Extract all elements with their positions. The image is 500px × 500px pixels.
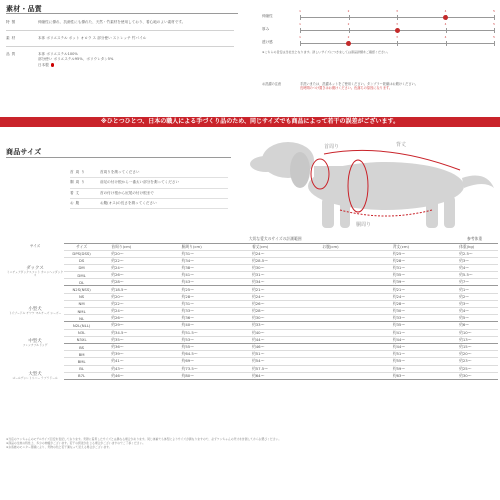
breed-name: 大型犬 [28,372,42,378]
value-cell: 約63〜 [381,372,451,379]
dog-measurement-illustration [236,130,498,232]
table-row [64,279,498,286]
value-cell [310,293,380,300]
value-cell: 約21〜 [381,286,451,293]
breed-group-label [6,306,64,315]
size-cell: DM [64,264,99,271]
spec-text: 本体 ポリエステル100% [38,51,78,56]
value-cell: 約28〜 [99,279,169,286]
scale-tick [349,28,350,33]
value-cell: 約64〜 [240,372,310,379]
value-cell: 約34〜 [170,257,240,264]
value-cell: 約10〜 [451,329,498,336]
value-cell: 約2〜 [451,293,498,300]
value-cell: 約24〜 [381,293,451,300]
value-cell [310,365,380,372]
value-cell: 約35〜 [381,322,451,329]
scale-tick-label: 3 [396,9,398,13]
value-cell [310,300,380,307]
value-cell: 約36〜 [99,343,169,350]
value-cell: 約18.5〜 [99,286,169,293]
scale-tick-label: 2 [347,22,350,26]
value-cell: 約26〜 [99,315,169,322]
value-cell: 約51〜 [240,351,310,358]
origin-text: 日本製 [38,63,49,68]
value-cell: 約23〜 [451,358,498,365]
breed-examples: ミニチュアダックスフント カニンヘンダックス [6,269,64,277]
value-cell: 約35〜 [99,336,169,343]
value-cell: 約1〜 [451,286,498,293]
desc-text: 首の付け根から尻尾の付け根まで [100,190,154,195]
materials-spec [6,20,234,73]
japan-flag-icon [51,63,55,67]
scale-track [299,22,495,33]
scale-tick-label: 5 [493,22,495,26]
value-cell [310,250,380,257]
scale-tick-label: 1 [299,9,301,13]
size-cell: N2S(NSS) [64,286,99,293]
value-cell: 約2.5〜 [451,250,498,257]
table-row [64,351,498,358]
size-cell: NL [64,315,99,322]
size-table [64,236,498,380]
scale-tick-label: 5 [493,9,495,13]
size-cell: DPS(DSS) [64,250,99,257]
value-cell: 約44〜 [381,336,451,343]
size-cell: DS [64,257,99,264]
value-cell: 約26〜 [99,272,169,279]
scale-row [262,36,494,49]
scale-label: 透け感 [262,40,273,44]
weight-group-header: 参考体重 [451,236,498,243]
desc-row [70,199,228,209]
scale-marker [346,41,351,46]
value-cell: 約41〜 [381,329,451,336]
column-header: お腹(cm) [310,243,380,250]
scale-row [262,23,494,36]
breed-name: 中型犬 [28,339,42,345]
value-cell: 約24〜 [99,308,169,315]
value-cell: 約25〜 [170,286,240,293]
value-cell: 約44〜 [381,343,451,350]
materials-rule [6,13,238,14]
footnote: ※当店のワンちゃんのモデルサイズ目安を表記しております。実際に着用したサイズとは異なる場合があります。同じ体重でも体型によりサイズが異なりますので、必ずワンちゃんの実寸を計測してからお選びください。 [6,437,282,441]
scale-tick-label: 4 [444,22,447,26]
value-cell [310,264,380,271]
value-cell: 約28〜 [170,293,240,300]
scale-tick [446,28,447,33]
value-cell: 約22〜 [99,257,169,264]
dog-label-neck: 首周り [324,144,340,150]
scale-tick [300,41,301,46]
table-row [64,250,498,257]
size-cell: BML [64,358,99,365]
value-cell: 約51.5〜 [170,329,240,336]
size-column-header: サイズ [64,243,99,250]
spec-text: 部分使い ポリエステル95%、ポリウレタン5% [38,57,114,62]
value-cell: 約39〜 [381,279,451,286]
value-cell: 約33〜 [240,322,310,329]
table-row [64,300,498,307]
value-cell: 約30〜 [240,264,310,271]
value-cell: 約24〜 [99,264,169,271]
washing-notes [262,82,494,91]
value-cell: 約51〜 [381,351,451,358]
scale-tick [494,41,495,46]
spec-label [6,63,38,68]
value-cell: 約69〜 [170,358,240,365]
value-cell: 約64.5〜 [170,351,240,358]
scale-tick [446,41,447,46]
breed-examples: フレンチブルドッグ [22,343,48,348]
value-cell: 約31〜 [381,264,451,271]
washing-body [300,82,418,91]
product-size-rule [6,157,231,158]
value-cell: 約31〜 [170,250,240,257]
scale-tick [300,15,301,20]
divider [6,46,234,47]
footnote: ※お客様のモニター環境により、実物の色と若干異なって見える場合がございます。 [6,445,112,450]
measure-descriptions [70,168,228,209]
value-cell: 約41〜 [170,272,240,279]
column-header: 着丈(cm) [240,243,310,250]
value-cell: 約43〜 [99,365,169,372]
value-cell: 約54〜 [240,358,310,365]
desc-label: 胴周り [70,180,87,185]
table-row [64,286,498,293]
table-row [64,358,498,365]
desc-text: お腹(オス)の長さを測ってください [100,201,157,206]
measure-group-header: 大切な愛犬のサイズの計測範囲 [99,236,451,243]
table-row [64,264,498,271]
value-cell: 約38〜 [170,264,240,271]
value-cell [310,336,380,343]
scale-tick-label: 3 [396,35,398,39]
value-cell: 約33〜 [170,308,240,315]
scale-marker [443,15,448,20]
value-cell: 約57.5〜 [240,365,310,372]
divider [6,30,234,31]
value-cell: 約25〜 [381,250,451,257]
value-cell: 約34〜 [240,279,310,286]
table-row [64,329,498,336]
value-cell [310,257,380,264]
size-cell: N2L(NLL) [64,322,99,329]
table-row [64,308,498,315]
value-cell: 約30〜 [240,315,310,322]
breed-group-label [6,265,64,278]
value-cell: 約20〜 [451,351,498,358]
desc-row [70,178,228,188]
value-cell [310,372,380,379]
spec-row-feature [6,20,234,25]
size-cell: NM [64,300,99,307]
spec-label: 素材 [6,35,18,40]
spec-text: 伸縮性に優れ、抗菌性にも優れた、天然・竹素材を使用しており、着心地のよい素材です。 [38,20,186,24]
value-cell: 約34.5〜 [99,329,169,336]
spec-row-origin [6,63,234,68]
value-cell [310,329,380,336]
value-cell: 約28〜 [381,257,451,264]
scale-track [299,35,495,46]
desc-label: 首周り [70,170,87,175]
size-cell: DML [64,272,99,279]
value-cell: 約7〜 [451,279,498,286]
size-cell: N3XL [64,336,99,343]
value-cell: 約13〜 [451,336,498,343]
value-cell: 約55〜 [170,343,240,350]
breed-group-label [6,338,64,347]
value-cell: 約31〜 [170,300,240,307]
size-cell: BS [64,343,99,350]
value-cell [310,272,380,279]
value-cell [310,308,380,315]
value-cell: 約22〜 [99,300,169,307]
scale-label: 厚み [262,27,270,31]
value-cell [310,322,380,329]
footnotes [6,437,494,449]
value-cell: 約5.5〜 [451,272,498,279]
scale-track [299,9,495,20]
table-row [64,372,498,379]
value-cell: 約40〜 [170,322,240,329]
scale-tick [494,28,495,33]
washing-text: 手洗いまたは、洗濯ネットをご使用ください。タンブラー乾燥はお避けください。 [300,82,418,86]
scale-row [262,10,494,23]
table-row [64,315,498,322]
spec-row-quality-2 [6,57,234,62]
value-cell: 約80〜 [170,372,240,379]
desc-text: 首周りを測ってください [100,170,140,175]
value-cell: 約5〜 [451,315,498,322]
desc-label: 着丈 [70,190,82,195]
breed-name: ダックス [26,265,44,271]
value-cell: 約6〜 [451,322,498,329]
table-row [64,322,498,329]
value-cell [310,358,380,365]
column-header: 首周り(cm) [99,243,169,250]
table-column-header-row [64,243,498,250]
footnote: ※商品の生地の特性上、多少の伸縮がございます。若干の誤差が生じる場合がございますのでご了承ください。 [6,441,146,446]
table-group-header-row [64,236,498,243]
scale-tick-label: 2 [347,35,350,39]
value-cell [310,343,380,350]
spec-row-quality [6,52,234,57]
value-cell: 約28〜 [240,308,310,315]
value-cell: 約40〜 [240,329,310,336]
scale-tick-label: 5 [493,35,495,39]
desc-text: 前足の付け根から一番太い部分を測ってください [100,180,180,185]
value-cell: 約4〜 [451,308,498,315]
value-cell: 約73.5〜 [170,365,240,372]
table-row [64,336,498,343]
spec-label: 品質 [6,51,18,56]
size-cell: BM [64,351,99,358]
origin-cell [38,63,234,68]
table-row [64,272,498,279]
value-cell: 約3〜 [451,300,498,307]
scale-label: 伸縮性 [262,14,273,18]
column-header: 背丈(cm) [381,243,451,250]
scale-tick-label: 1 [299,22,301,26]
scale-tick-label: 4 [444,35,447,39]
breed-examples: トイプードル チワワ マルチーズ シーズー [8,310,62,315]
spec-text: 本体 ポリエステル ポット オロラ ス 部分使い ストレッチ 竹パイル [38,35,147,40]
value-cell: 約55〜 [381,358,451,365]
value-cell [310,315,380,322]
scale-tick-label: 3 [396,22,398,26]
value-cell: 約31〜 [240,272,310,279]
column-header: 胴周り(cm) [170,243,240,250]
dog-label-back: 背丈 [396,142,407,148]
table-row [64,365,498,372]
value-cell [310,279,380,286]
size-head: サイズ [29,244,41,248]
empty-header-cell [64,236,99,243]
value-cell: 約39〜 [99,351,169,358]
value-cell: 約46〜 [99,372,169,379]
scale-ratings [262,10,494,54]
breed-name: 小型犬 [28,306,42,312]
value-cell [310,351,380,358]
value-cell: 約35〜 [381,272,451,279]
value-cell: 約44〜 [240,336,310,343]
value-cell: 約43〜 [170,279,240,286]
size-cell: N3L [64,329,99,336]
value-cell: 約29〜 [99,322,169,329]
value-cell: 約20〜 [99,250,169,257]
product-size-title: 商品サイズ [6,148,42,156]
desc-row [70,189,228,199]
value-cell: 約46〜 [240,343,310,350]
breed-examples: ゴールデンレトリバー ラブラドール [12,376,58,381]
desc-label: お腹 [70,201,82,206]
table-row [64,257,498,264]
desc-row [70,168,228,178]
scale-tick-label: 2 [347,9,350,13]
value-cell: 約59〜 [381,365,451,372]
scale-tick [300,28,301,33]
table-row [64,343,498,350]
value-cell: 約24〜 [240,250,310,257]
size-cell: BL [64,365,99,372]
value-cell: 約53〜 [170,336,240,343]
washing-warning: 長時間のつけ置きはお避けください。色落ちの原因になります。 [300,86,393,91]
scale-tick [397,41,398,46]
breed-group-label [6,371,64,380]
value-cell: 約26〜 [240,300,310,307]
materials-title: 素材・品質 [6,5,42,13]
value-cell: 約28〜 [381,300,451,307]
dog-label-chest: 胴周り [356,222,372,228]
size-cell: B7L [64,372,99,379]
size-cell: NS [64,293,99,300]
scale-tick [494,15,495,20]
value-cell: 約28.5〜 [240,257,310,264]
spec-label: 特徴 [6,20,18,24]
spec-row-material [6,36,234,41]
value-cell: 約4〜 [451,264,498,271]
value-cell: 約20〜 [99,293,169,300]
value-cell: 約30〜 [381,308,451,315]
value-cell: 約15〜 [451,343,498,350]
value-cell: 約33〜 [381,315,451,322]
size-cell: DL [64,279,99,286]
value-cell: 約36〜 [170,315,240,322]
value-cell [310,286,380,293]
scale-note: ※こちらの目安は当社比となります。詳しいサイズにつきましては商品詳細をご確認ください。 [262,50,390,54]
value-cell: 約21〜 [240,286,310,293]
spec-label [6,57,38,62]
size-cell: NML [64,308,99,315]
value-cell: 約24〜 [240,293,310,300]
value-cell: 約25〜 [451,365,498,372]
column-header: 体重(kg) [451,243,498,250]
scale-tick [397,15,398,20]
scale-tick [349,15,350,20]
notice-banner: ※ひとつひとつ、日本の職人による手づくり品のため、同じサイズでも商品によって若干の誤差がございます。 [0,117,500,127]
washing-label: お洗濯の注意 [262,82,282,86]
table-row [64,293,498,300]
value-cell: 約3〜 [451,257,498,264]
value-cell: 約30〜 [451,372,498,379]
scale-tick-label: 1 [299,35,301,39]
value-cell: 約41〜 [99,358,169,365]
scale-tick-label: 4 [444,9,447,13]
scale-marker [395,28,400,33]
